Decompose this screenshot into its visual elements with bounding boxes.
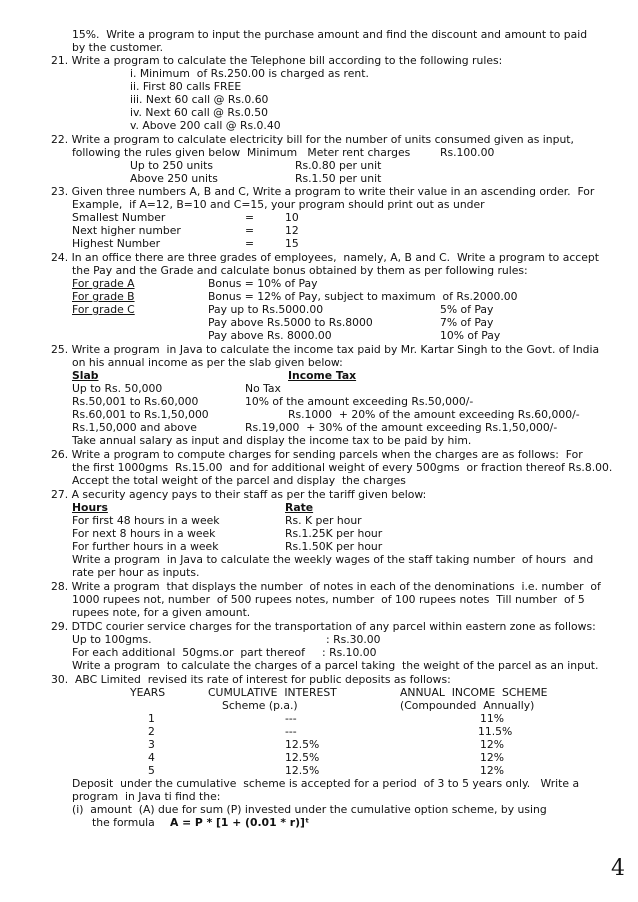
text-line: v. Above 200 call @ Rs.0.40 — [130, 119, 281, 132]
text-line: 12.5% — [285, 764, 320, 777]
text-line: 23. Given three numbers A, B and C, Write a program to write their value in an ascending order. For — [51, 185, 595, 198]
text-line: 12% — [480, 738, 504, 751]
text-line: Pay above Rs.5000 to Rs.8000 — [208, 316, 373, 329]
text-line: 12.5% — [285, 751, 320, 764]
text-line: 11% — [480, 712, 504, 725]
text-line: No Tax — [245, 382, 281, 395]
text-line: Scheme (p.a.) — [222, 699, 298, 712]
text-line: Example, if A=12, B=10 and C=15, your program should print out as under — [72, 198, 485, 211]
text-line: 27. A security agency pays to their staff as per the tariff given below: — [51, 488, 427, 501]
text-line: Rs.19,000 + 30% of the amount exceeding Rs.1,50,000/- — [245, 421, 558, 434]
text-line: Deposit under the cumulative scheme is accepted for a period of 3 to 5 years only. Write a — [72, 777, 580, 790]
text-line: = — [245, 211, 255, 224]
text-line: 12 — [285, 224, 299, 237]
text-line: iii. Next 60 call @ Rs.0.60 — [130, 93, 269, 106]
text-line: rate per hour as inputs. — [72, 566, 200, 579]
text-line: --- — [285, 712, 297, 725]
text-line: 25. Write a program in Java to calculate the income tax paid by Mr. Kartar Singh to the Govt. of India — [51, 343, 600, 356]
text-line: 3 — [148, 738, 155, 751]
text-line: For each additional 50gms.or part thereof — [72, 646, 305, 659]
text-line: Income Tax — [288, 369, 357, 382]
text-line: Rs. K per hour — [285, 514, 362, 527]
text-line: : Rs.30.00 — [326, 633, 381, 646]
text-line: Up to 100gms. — [72, 633, 152, 646]
text-line: 4 — [148, 751, 155, 764]
text-line: Rs.1.50 per unit — [295, 172, 382, 185]
text-line: Write a program in Java to calculate the weekly wages of the staff taking number of hours and — [72, 553, 594, 566]
text-line: 2 — [148, 725, 155, 738]
text-line: 12% — [480, 751, 504, 764]
text-line: --- — [285, 725, 297, 738]
text-line: 10 — [285, 211, 299, 224]
text-line: ANNUAL INCOME SCHEME — [400, 686, 548, 699]
text-line: Write a program to calculate the charges of a parcel taking the weight of the parcel as an input. — [72, 659, 599, 672]
text-line: For grade A — [72, 277, 135, 290]
text-line: Bonus = 10% of Pay — [208, 277, 318, 290]
text-line: Rs.50,001 to Rs.60,000 — [72, 395, 199, 408]
text-line: Highest Number — [72, 237, 161, 250]
text-line: (Compounded Annually) — [400, 699, 535, 712]
text-line: For next 8 hours in a week — [72, 527, 216, 540]
text-line: Bonus = 12% of Pay, subject to maximum of Rs.2000.00 — [208, 290, 518, 303]
text-line: Smallest Number — [72, 211, 166, 224]
text-line: For further hours in a week — [72, 540, 219, 553]
text-line: For first 48 hours in a week — [72, 514, 220, 527]
text-line: Rs.1.50K per hour — [285, 540, 383, 553]
text-line: Pay up to Rs.5000.00 — [208, 303, 324, 316]
text-line: Rs.1.25K per hour — [285, 527, 383, 540]
text-line: 5% of Pay — [440, 303, 494, 316]
text-line: For grade C — [72, 303, 135, 316]
text-line: program in Java ti find the: — [72, 790, 221, 803]
text-line: Take annual salary as input and display the income tax to be paid by him. — [72, 434, 472, 447]
text-line: 1000 rupees not, number of 500 rupees notes, number of 100 rupees notes Till number of 5 — [72, 593, 585, 606]
text-line: i. Minimum of Rs.250.00 is charged as rent. — [130, 67, 369, 80]
text-line: CUMULATIVE INTEREST — [208, 686, 337, 699]
text-line: Rs.0.80 per unit — [295, 159, 382, 172]
text-line: 10% of the amount exceeding Rs.50,000/- — [245, 395, 474, 408]
text-line: 11.5% — [478, 725, 513, 738]
text-line: A = P * [1 + (0.01 * r)]ᵗ — [170, 816, 310, 829]
text-line: = — [245, 237, 255, 250]
text-line: 29. DTDC courier service charges for the transportation of any parcel within eastern zone as follows: — [51, 620, 596, 633]
text-line: Hours — [72, 501, 108, 514]
text-line: 1 — [148, 712, 155, 725]
text-line: following the rules given below Minimum Meter rent charges — [72, 146, 411, 159]
text-line: 7% of Pay — [440, 316, 494, 329]
text-line: Rs.1000 + 20% of the amount exceeding Rs.60,000/- — [288, 408, 580, 421]
text-line: the Pay and the Grade and calculate bonus obtained by them as per following rules: — [72, 264, 528, 277]
text-line: Up to 250 units — [130, 159, 214, 172]
text-line: 12% — [480, 764, 504, 777]
text-line: by the customer. — [72, 41, 164, 54]
text-line: Slab — [72, 369, 99, 382]
text-line: 15 — [285, 237, 299, 250]
text-line: Pay above Rs. 8000.00 — [208, 329, 332, 342]
text-line: Rs.1,50,000 and above — [72, 421, 197, 434]
text-line: For grade B — [72, 290, 135, 303]
page-number: 4 — [611, 856, 625, 881]
text-line: 12.5% — [285, 738, 320, 751]
text-line: : Rs.10.00 — [322, 646, 377, 659]
text-line: = — [245, 224, 255, 237]
text-line: Rate — [285, 501, 314, 514]
text-line: 22. Write a program to calculate electricity bill for the number of units consumed given as input, — [51, 133, 574, 146]
text-line: Accept the total weight of the parcel and display the charges — [72, 474, 406, 487]
text-line: 21. Write a program to calculate the Telephone bill according to the following rules: — [51, 54, 503, 67]
text-line: the first 1000gms Rs.15.00 and for additional weight of every 500gms or fraction thereof Rs.8.00. — [72, 461, 613, 474]
text-line: 28. Write a program that displays the number of notes in each of the denominations i.e. number of — [51, 580, 601, 593]
text-line: 24. In an office there are three grades of employees, namely, A, B and C. Write a program to accept — [51, 251, 599, 264]
text-line: Next higher number — [72, 224, 181, 237]
text-line: iv. Next 60 call @ Rs.0.50 — [130, 106, 268, 119]
text-line: 10% of Pay — [440, 329, 501, 342]
text-line: Up to Rs. 50,000 — [72, 382, 163, 395]
text-line: Rs.100.00 — [440, 146, 495, 159]
text-line: ii. First 80 calls FREE — [130, 80, 242, 93]
text-line: 5 — [148, 764, 155, 777]
text-line: rupees note, for a given amount. — [72, 606, 251, 619]
text-line: Above 250 units — [130, 172, 218, 185]
text-line: (i) amount (A) due for sum (P) invested under the cumulative option scheme, by using — [72, 803, 547, 816]
text-line: YEARS — [130, 686, 166, 699]
text-line: 26. Write a program to compute charges for sending parcels when the charges are as follows: For — [51, 448, 583, 461]
text-line: the formula — [92, 816, 155, 829]
text-line: on his annual income as per the slab given below: — [72, 356, 343, 369]
text-line: 30. ABC Limited revised its rate of interest for public deposits as follows: — [51, 673, 451, 686]
text-line: 15%. Write a program to input the purchase amount and find the discount and amount to paid — [72, 28, 588, 41]
text-line: Rs.60,001 to Rs.1,50,000 — [72, 408, 209, 421]
